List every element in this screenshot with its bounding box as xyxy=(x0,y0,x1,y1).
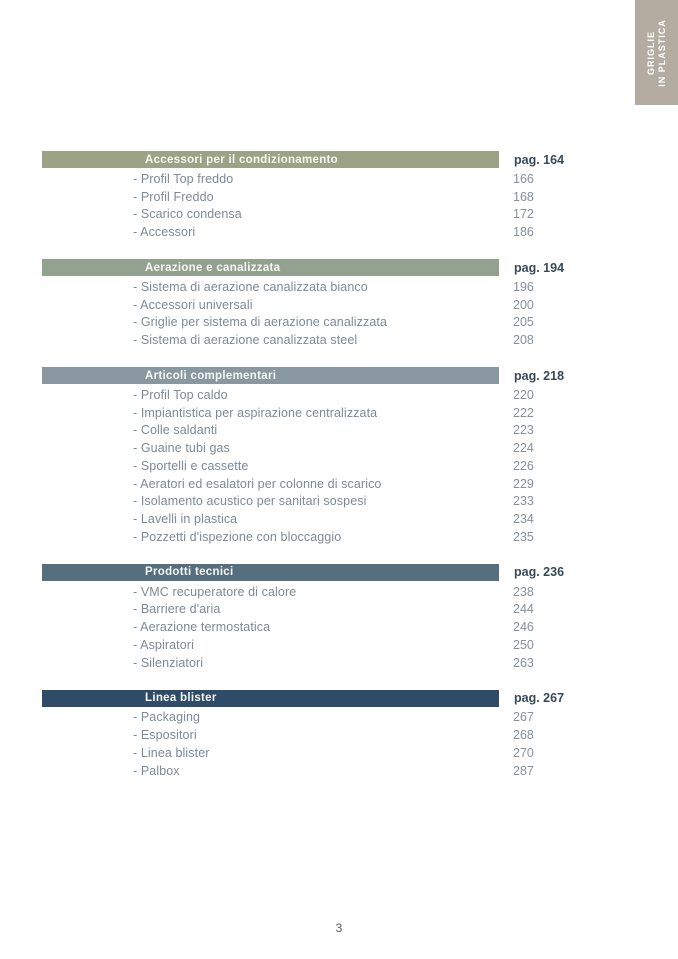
toc-section xyxy=(42,259,652,349)
chapter-tab-line-2: IN PLASTICA xyxy=(656,18,667,87)
toc-item-label: - Profil Freddo xyxy=(133,189,214,204)
section-title: Aerazione e canalizzata xyxy=(145,261,281,274)
toc-item-page: 208 xyxy=(513,333,534,348)
toc-item-page: 250 xyxy=(513,637,534,652)
toc-item-row xyxy=(42,726,652,744)
toc-section xyxy=(42,564,652,672)
toc-item-row xyxy=(42,636,652,654)
toc-item-label: - Scarico condensa xyxy=(133,207,242,222)
toc-item-row xyxy=(42,709,652,727)
section-page-label: pag. 164 xyxy=(514,152,565,167)
toc-item-page: 235 xyxy=(513,529,534,544)
toc-item-row xyxy=(42,422,652,440)
toc-item-label: - Silenziatori xyxy=(133,655,204,670)
toc-item-label: - Pozzetti d'ispezione con bloccaggio xyxy=(133,529,342,544)
toc-section xyxy=(42,151,652,241)
section-header xyxy=(42,564,652,581)
toc-item-page: 244 xyxy=(513,602,534,617)
toc-item-label: - Impiantistica per aspirazione centralizzata xyxy=(133,405,378,420)
section-header-bar xyxy=(42,367,499,384)
toc-item-page: 205 xyxy=(513,315,534,330)
toc-item-label: - Espositori xyxy=(133,728,197,743)
chapter-tab-line-1: GRIGLIE xyxy=(645,30,656,75)
section-title: Articoli complementari xyxy=(145,369,277,382)
toc-item-page: 234 xyxy=(513,512,534,527)
toc-item-label: - Accessori universali xyxy=(133,297,253,312)
toc-item-page: 220 xyxy=(513,387,534,402)
toc-item-row xyxy=(42,188,652,206)
toc-item-row xyxy=(42,744,652,762)
toc-item-row xyxy=(42,601,652,619)
toc-item-page: 200 xyxy=(513,297,534,312)
toc-item-row xyxy=(42,510,652,528)
toc-item-row xyxy=(42,206,652,224)
toc-item-label: - VMC recuperatore di calore xyxy=(133,584,297,599)
toc-item-label: - Lavelli in plastica xyxy=(133,512,238,527)
toc-item-label: - Accessori xyxy=(133,225,196,240)
section-page-label: pag. 218 xyxy=(514,368,565,383)
section-title: Accessori per il condizionamento xyxy=(145,153,339,166)
section-header xyxy=(42,259,652,276)
toc-item-row xyxy=(42,331,652,349)
toc-item-row xyxy=(42,493,652,511)
toc-item-page: 287 xyxy=(513,763,534,778)
toc-item-label: - Aeratori ed esalatori per colonne di scarico xyxy=(133,476,382,491)
toc-item-page: 166 xyxy=(513,171,534,186)
section-header xyxy=(42,690,652,707)
toc-item-page: 224 xyxy=(513,441,534,456)
toc-item-row xyxy=(42,457,652,475)
toc-item-row xyxy=(42,170,652,188)
toc-item-label: - Sistema di aerazione canalizzata bianco xyxy=(133,279,368,294)
section-items xyxy=(42,707,652,780)
toc-item-row xyxy=(42,654,652,672)
section-page-label: pag. 236 xyxy=(514,565,565,580)
toc-item-label: - Profil Top freddo xyxy=(133,171,234,186)
toc-item-row xyxy=(42,314,652,332)
section-header-bar xyxy=(42,690,499,707)
toc-item-row xyxy=(42,618,652,636)
toc-item-row xyxy=(42,475,652,493)
toc-item-row xyxy=(42,583,652,601)
toc-item-row xyxy=(42,296,652,314)
section-page-label: pag. 194 xyxy=(514,260,565,275)
toc-item-row xyxy=(42,439,652,457)
toc-item-page: 222 xyxy=(513,405,534,420)
toc-item-label: - Griglie per sistema di aerazione canalizzata xyxy=(133,315,388,330)
toc-item-page: 229 xyxy=(513,476,534,491)
toc-section xyxy=(42,690,652,780)
toc-item-label: - Isolamento acustico per sanitari sospesi xyxy=(133,494,367,509)
toc-item-page: 270 xyxy=(513,745,534,760)
toc-item-label: - Colle saldanti xyxy=(133,423,218,438)
toc-item-label: - Linea blister xyxy=(133,745,210,760)
section-items xyxy=(42,581,652,672)
toc-item-label: - Guaine tubi gas xyxy=(133,441,230,456)
section-items xyxy=(42,276,652,349)
toc-item-page: 246 xyxy=(513,620,534,635)
toc-item-row xyxy=(42,223,652,241)
toc-item-label: - Sistema di aerazione canalizzata steel xyxy=(133,333,358,348)
chapter-tab xyxy=(635,0,678,105)
toc-item-label: - Aerazione termostatica xyxy=(133,620,271,635)
toc-item-page: 226 xyxy=(513,458,534,473)
toc-item-row xyxy=(42,762,652,780)
toc-item-page: 186 xyxy=(513,225,534,240)
section-items xyxy=(42,384,652,546)
toc-item-page: 263 xyxy=(513,655,534,670)
page-number: 3 xyxy=(335,921,343,935)
section-header xyxy=(42,367,652,384)
section-items xyxy=(42,168,652,241)
toc-item-label: - Profil Top caldo xyxy=(133,387,228,402)
toc-item-page: 172 xyxy=(513,207,534,222)
section-page-label: pag. 267 xyxy=(514,691,565,705)
section-title: Prodotti tecnici xyxy=(145,566,234,579)
toc-item-label: - Sportelli e cassette xyxy=(133,458,249,473)
toc-item-row xyxy=(42,404,652,422)
toc-item-page: 223 xyxy=(513,423,534,438)
section-header-bar xyxy=(42,151,499,168)
toc-item-page: 267 xyxy=(513,710,534,725)
toc-item-page: 168 xyxy=(513,189,534,204)
table-of-contents xyxy=(42,151,652,798)
toc-item-row xyxy=(42,528,652,546)
chapter-tab-label xyxy=(646,19,668,87)
toc-item-page: 268 xyxy=(513,728,534,743)
toc-item-label: - Packaging xyxy=(133,710,201,725)
toc-item-row xyxy=(42,386,652,404)
toc-item-page: 196 xyxy=(513,279,534,294)
section-header xyxy=(42,151,652,168)
toc-item-page: 233 xyxy=(513,494,534,509)
section-header-bar xyxy=(42,259,499,276)
toc-item-page: 238 xyxy=(513,584,534,599)
section-header-bar xyxy=(42,564,499,581)
toc-item-label: - Aspiratori xyxy=(133,637,194,652)
toc-item-row xyxy=(42,278,652,296)
toc-item-label: - Barriere d'aria xyxy=(133,602,221,617)
section-title: Linea blister xyxy=(145,692,217,704)
toc-section xyxy=(42,367,652,546)
toc-item-label: - Palbox xyxy=(133,763,180,778)
